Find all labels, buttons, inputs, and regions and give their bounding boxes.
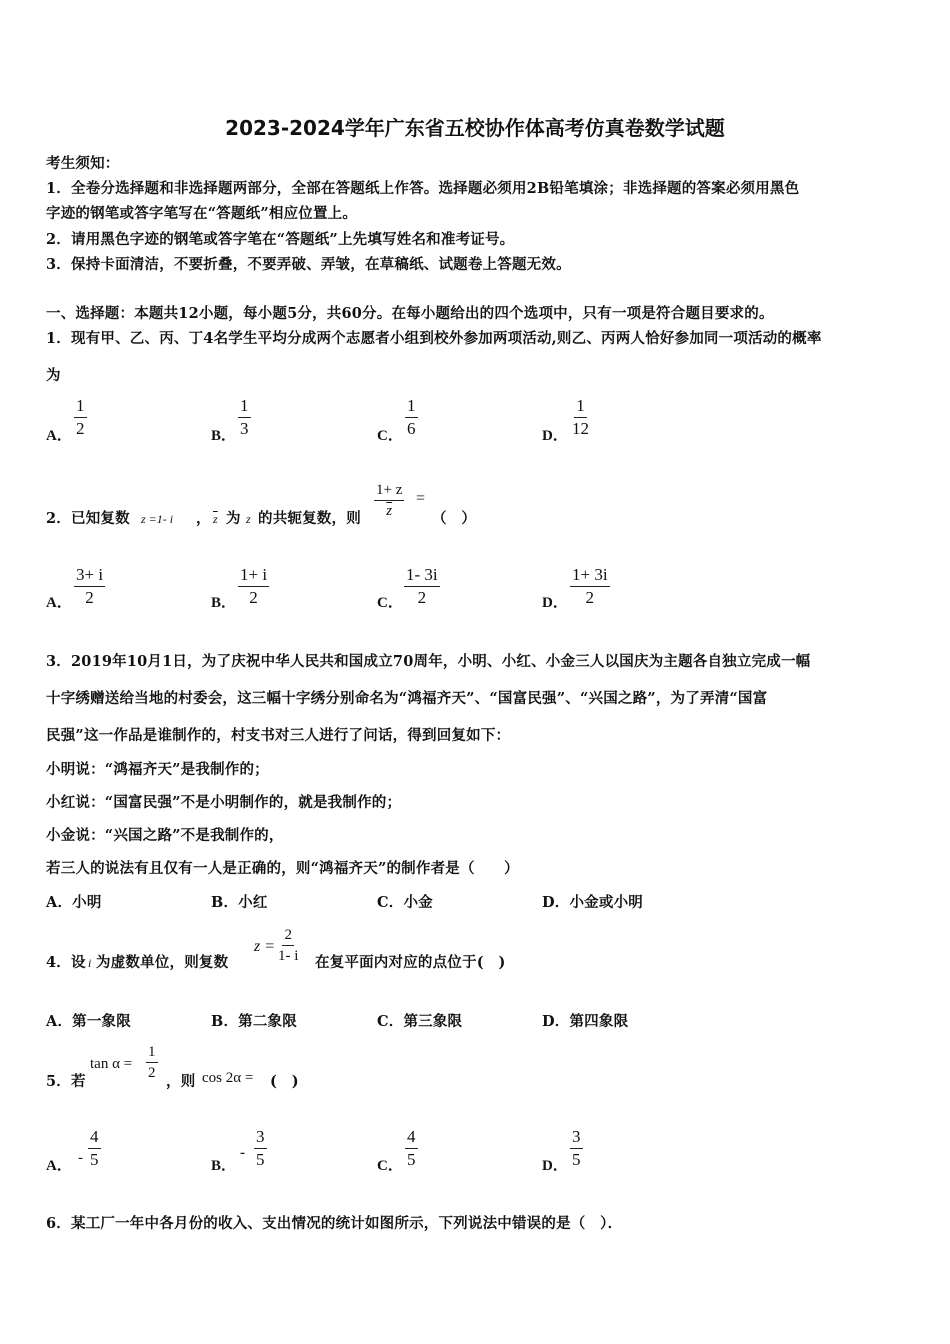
notice-line-1b: 字迹的钢笔或答字笔写在“答题纸”相应位置上。 — [46, 205, 358, 222]
q4-option-b[interactable]: B．第二象限 — [211, 1013, 297, 1030]
notice-line-3: 3．保持卡面清洁，不要折叠，不要弄破、弄皱，在草稿纸、试题卷上答题无效。 — [46, 256, 571, 273]
section-heading: 一、选择题：本题共12小题，每小题5分，共60分。在每小题给出的四个选项中，只有一项是符合题目要求的。 — [46, 305, 774, 322]
q3-option-d[interactable]: D．小金或小明 — [542, 894, 643, 911]
q5-option-d-label[interactable]: D． — [542, 1158, 568, 1174]
q2-z: z — [246, 512, 251, 526]
q1-option-c-label[interactable]: C． — [377, 428, 403, 444]
q4-option-c[interactable]: C．第三象限 — [377, 1013, 463, 1030]
q5-suffix: ( ) — [270, 1073, 299, 1090]
q5-option-d-fraction: $\frac{3}{5}$ — [572, 1127, 581, 1169]
q1-stem: 1．现有甲、乙、丙、丁4名学生平均分成两个志愿者小组到校外参加两项活动,则乙、丙两人恰好参加同一项活动的概率 — [46, 330, 822, 347]
q2-z-def: z =1- i — [141, 512, 174, 526]
q3-line-1: 3．2019年10月1日，为了庆祝中华人民共和国成立70周年，小明、小红、小金三人以国庆为主题各自独立完成一幅 — [46, 653, 811, 670]
q5-option-a-sign: - — [78, 1150, 83, 1166]
q1-option-d-fraction: $\frac{1}{12}$ — [572, 396, 589, 438]
q3-line-4: 小明说：“鸿福齐天”是我制作的； — [46, 761, 269, 778]
q2-option-b-label[interactable]: B． — [211, 595, 237, 611]
q3-option-a[interactable]: A．小明 — [46, 894, 102, 911]
page-title: 2023-2024学年广东省五校协作体高考仿真卷数学试题 — [225, 116, 725, 140]
q5-option-b-fraction: $\frac{3}{5}$ — [256, 1127, 265, 1169]
q4-option-a[interactable]: A．第一象限 — [46, 1013, 131, 1030]
q2-option-a-label[interactable]: A． — [46, 595, 72, 611]
q2-suffix: 的共轭复数，则 — [258, 510, 361, 527]
q5-option-c-label[interactable]: C． — [377, 1158, 403, 1174]
q4-suffix: 在复平面内对应的点位于( ) — [315, 954, 506, 971]
q2-mid: 为 — [226, 510, 241, 527]
q5-mid: ，则 — [166, 1073, 196, 1090]
q4-z-eq: z = — [254, 938, 276, 955]
q2-fraction: $\frac{1+ z}{z}$ — [376, 482, 403, 519]
q4-mid: 为虚数单位，则复数 — [96, 954, 229, 971]
q2-paren: （ ） — [432, 510, 477, 527]
q5-fraction: $\frac{1}{2}$ — [148, 1044, 156, 1081]
q2-prefix: 2．已知复数 — [46, 510, 130, 527]
q3-line-2: 十字绣赠送给当地的村委会，这三幅十字绣分别命名为“鸿福齐天”、“国富民强”、“兴国之路”，为了弄清“国富 — [46, 690, 768, 707]
q2-option-c-fraction: $\frac{1- 3i}{2}$ — [406, 565, 438, 607]
q2-comma: ， — [196, 510, 211, 527]
q5-cos: cos 2α = — [202, 1070, 254, 1086]
q2-option-a-fraction: $\frac{3+ i}{2}$ — [76, 565, 104, 607]
q1-option-a-label[interactable]: A． — [46, 428, 72, 444]
q5-tan: tan α = — [90, 1056, 133, 1072]
notice-line-1a: 1．全卷分选择题和非选择题两部分，全部在答题纸上作答。选择题必须用2B铅笔填涂；非选择题的答案必须用黑色 — [46, 180, 800, 197]
q3-line-7: 若三人的说法有且仅有一人是正确的，则“鸿福齐天”的制作者是（ ） — [46, 860, 519, 877]
q4-fraction: $\frac{2}{1- i}$ — [278, 927, 299, 964]
notice-line-2: 2．请用黑色字迹的钢笔或答字笔在“答题纸”上先填写姓名和准考证号。 — [46, 231, 515, 248]
q1-option-b-label[interactable]: B． — [211, 428, 237, 444]
q4-i: i — [88, 956, 92, 970]
q4-prefix: 4．设 — [46, 954, 86, 971]
q2-option-c-label[interactable]: C． — [377, 595, 403, 611]
q2-option-d-label[interactable]: D． — [542, 595, 568, 611]
q5-option-a-label[interactable]: A． — [46, 1158, 72, 1174]
q5-option-a-fraction: $\frac{4}{5}$ — [90, 1127, 99, 1169]
q2-equals: = — [416, 490, 426, 507]
q1-stem-cont: 为 — [46, 367, 61, 384]
q2-zbar: $\overline{z}$ — [213, 512, 218, 526]
notice-heading: 考生须知： — [46, 155, 120, 172]
q5-option-b-label[interactable]: B． — [211, 1158, 237, 1174]
q3-option-c[interactable]: C．小金 — [377, 894, 433, 911]
q3-option-b[interactable]: B．小红 — [211, 894, 268, 911]
q2-option-d-fraction: $\frac{1+ 3i}{2}$ — [572, 565, 608, 607]
q5-option-c-fraction: $\frac{4}{5}$ — [407, 1127, 416, 1169]
q3-line-6: 小金说：“兴国之路”不是我制作的， — [46, 827, 284, 844]
q1-option-b-fraction: $\frac{1}{3}$ — [240, 396, 249, 438]
q5-prefix: 5．若 — [46, 1073, 86, 1090]
q6-stem: 6．某工厂一年中各月份的收入、支出情况的统计如图所示，下列说法中错误的是（ ）． — [46, 1215, 623, 1232]
q1-option-d-label[interactable]: D． — [542, 428, 568, 444]
q2-option-b-fraction: $\frac{1+ i}{2}$ — [240, 565, 268, 607]
q5-option-b-sign: - — [240, 1145, 245, 1161]
q1-option-c-fraction: $\frac{1}{6}$ — [407, 396, 416, 438]
q3-line-5: 小红说：“国富民强”不是小明制作的，就是我制作的； — [46, 794, 402, 811]
q1-option-a-fraction: $\frac{1}{2}$ — [76, 396, 85, 438]
q3-line-3: 民强”这一作品是谁制作的，村支书对三人进行了问话，得到回复如下： — [46, 727, 511, 744]
q4-option-d[interactable]: D．第四象限 — [542, 1013, 629, 1030]
